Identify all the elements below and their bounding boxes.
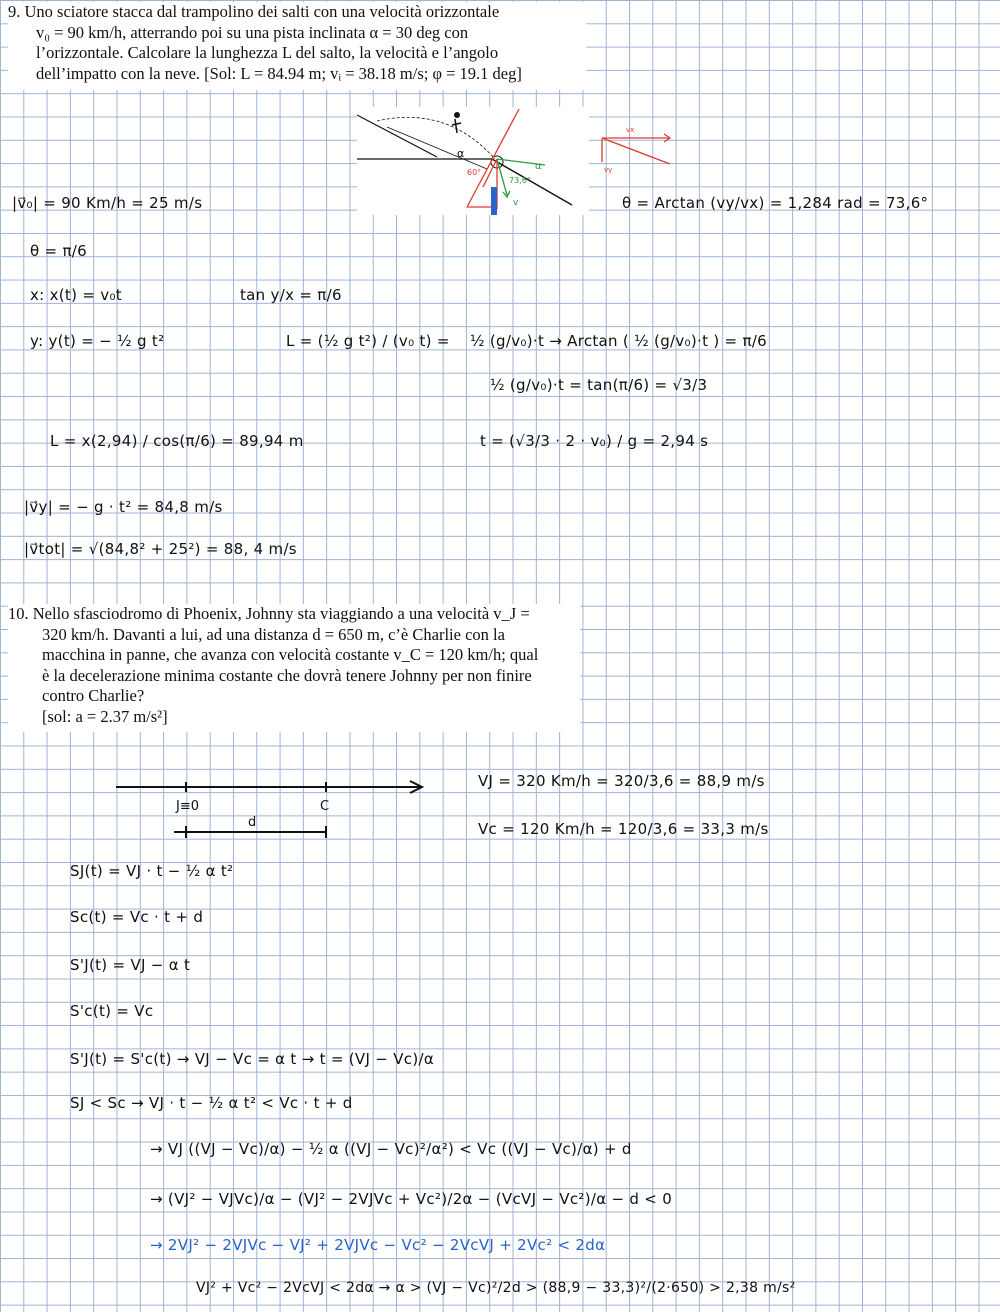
problem-10-line: è la decelerazione minima costante che dovrà tenere Johnny per non finire xyxy=(42,665,532,685)
p10-work-line: S'c(t) = Vc xyxy=(70,1002,154,1020)
p10-work-line: VJ² + Vc² − 2VcVJ < 2dα → α > (VJ − Vc)²/2d > (88,9 − 33,3)²/(2·650) > 2,38 m/s² xyxy=(196,1280,796,1296)
p9-work-line: |v⃗tot| = √(84,8² + 25²) = 88, 4 m/s xyxy=(24,540,297,558)
p9-work-line: ½ (g/v₀)·t → Arctan ( ½ (g/v₀)·t ) = π/6 xyxy=(470,332,768,350)
problem-9-line: l’orizzontale. Calcolare la lunghezza L del salto, la velocità e l’angolo xyxy=(36,43,499,62)
problem-10-line: 10. Nello sfasciodromo di Phoenix, Johnny sta viaggiando a una velocità v_J = xyxy=(8,604,530,623)
p9-work-line: |v⃗₀| = 90 Km/h = 25 m/s xyxy=(12,194,203,212)
problem-9-line: 9. Uno sciatore stacca dal trampolino dei salti con una velocità orizzontale xyxy=(8,2,500,21)
p9-work-line: tan y/x = π/6 xyxy=(240,286,342,304)
velocity-label: v xyxy=(513,198,519,208)
problem-9-line: dell’impatto con la neve. [Sol: L = 84.94 m; vᵢ = 38.18 m/s; φ = 19.1 deg] xyxy=(36,63,522,83)
p9-work-line: x: x(t) = v₀t xyxy=(30,286,122,304)
alpha-label-2: α xyxy=(535,161,542,172)
c-label: C xyxy=(320,799,330,814)
p9-work-line: ½ (g/v₀)·t = tan(π/6) = √3/3 xyxy=(490,376,708,394)
problem-9-line: v₀ = 90 km/h, atterrando poi su una pista inclinata α = 30 deg con xyxy=(36,22,469,42)
problem-10-line: macchina in panne, che avanza con velocità costante v_C = 120 km/h; qual xyxy=(42,645,539,664)
problem-9-statement xyxy=(8,2,586,90)
p9-work-line: L = (½ g t²) / (v₀ t) = xyxy=(286,332,450,350)
p10-work-line: Sc(t) = Vc · t + d xyxy=(70,908,204,926)
problem-10-line: [sol: a = 2.37 m/s²] xyxy=(42,706,168,726)
ski-jump-figure xyxy=(357,107,589,215)
p9-work-line: t = (√3/3 · 2 · v₀) / g = 2,94 s xyxy=(480,432,709,450)
j-origin-label: J≡0 xyxy=(176,799,199,814)
p10-work-line: SJ(t) = VJ · t − ½ α t² xyxy=(70,862,234,880)
p10-work-line: → VJ ((VJ − Vc)/α) − ½ α ((VJ − Vc)²/α²) < Vc ((VJ − Vc)/α) + d xyxy=(150,1140,632,1158)
p9-work-line: L = x(2,94) / cos(π/6) = 89,94 m xyxy=(50,432,304,450)
position-axis-drawing xyxy=(112,774,432,840)
p9-work-line: θ = Arctan (vy/vx) = 1,284 rad = 73,6° xyxy=(622,194,929,212)
problem-10-line: contro Charlie? xyxy=(42,686,145,705)
vx-label: vx xyxy=(626,126,635,134)
problem-10-statement xyxy=(8,604,580,732)
position-diagram xyxy=(112,774,432,840)
p10-work-line: S'J(t) = VJ − α t xyxy=(70,956,191,974)
velocity-components-drawing xyxy=(598,122,678,174)
ski-jump-drawing xyxy=(357,107,589,215)
p9-work-line: y: y(t) = − ½ g t² xyxy=(30,332,165,350)
alpha-label: α xyxy=(457,147,465,160)
angle-73-label: 73,6° xyxy=(509,176,531,185)
p10-work-line: S'J(t) = S'c(t) → VJ − Vc = α t → t = (VJ − Vc)/α xyxy=(70,1050,435,1068)
velocity-components-figure xyxy=(598,122,678,174)
p10-work-line: SJ < Sc → VJ · t − ½ α t² < Vc · t + d xyxy=(70,1094,353,1112)
vy-label: vy xyxy=(604,166,613,174)
p9-work-line: |v⃗y| = − g · t² = 84,8 m/s xyxy=(24,498,223,516)
d-label: d xyxy=(248,815,257,830)
angle-60-label: 60° xyxy=(467,168,482,177)
p10-work-line: → 2VJ² − 2VJVc − VJ² + 2VJVc − Vc² − 2VcVJ + 2Vc² < 2dα xyxy=(150,1236,606,1254)
p9-work-line: θ = π/6 xyxy=(30,242,88,260)
p10-work-line: VJ = 320 Km/h = 320/3,6 = 88,9 m/s xyxy=(478,772,765,790)
p10-work-line: → (VJ² − VJVc)/α − (VJ² − 2VJVc + Vc²)/2α − (VcVJ − Vc²)/α − d < 0 xyxy=(150,1190,673,1208)
problem-10-line: 320 km/h. Davanti a lui, ad una distanza d = 650 m, c’è Charlie con la xyxy=(42,624,505,644)
p10-work-line: Vc = 120 Km/h = 120/3,6 = 33,3 m/s xyxy=(478,820,769,838)
